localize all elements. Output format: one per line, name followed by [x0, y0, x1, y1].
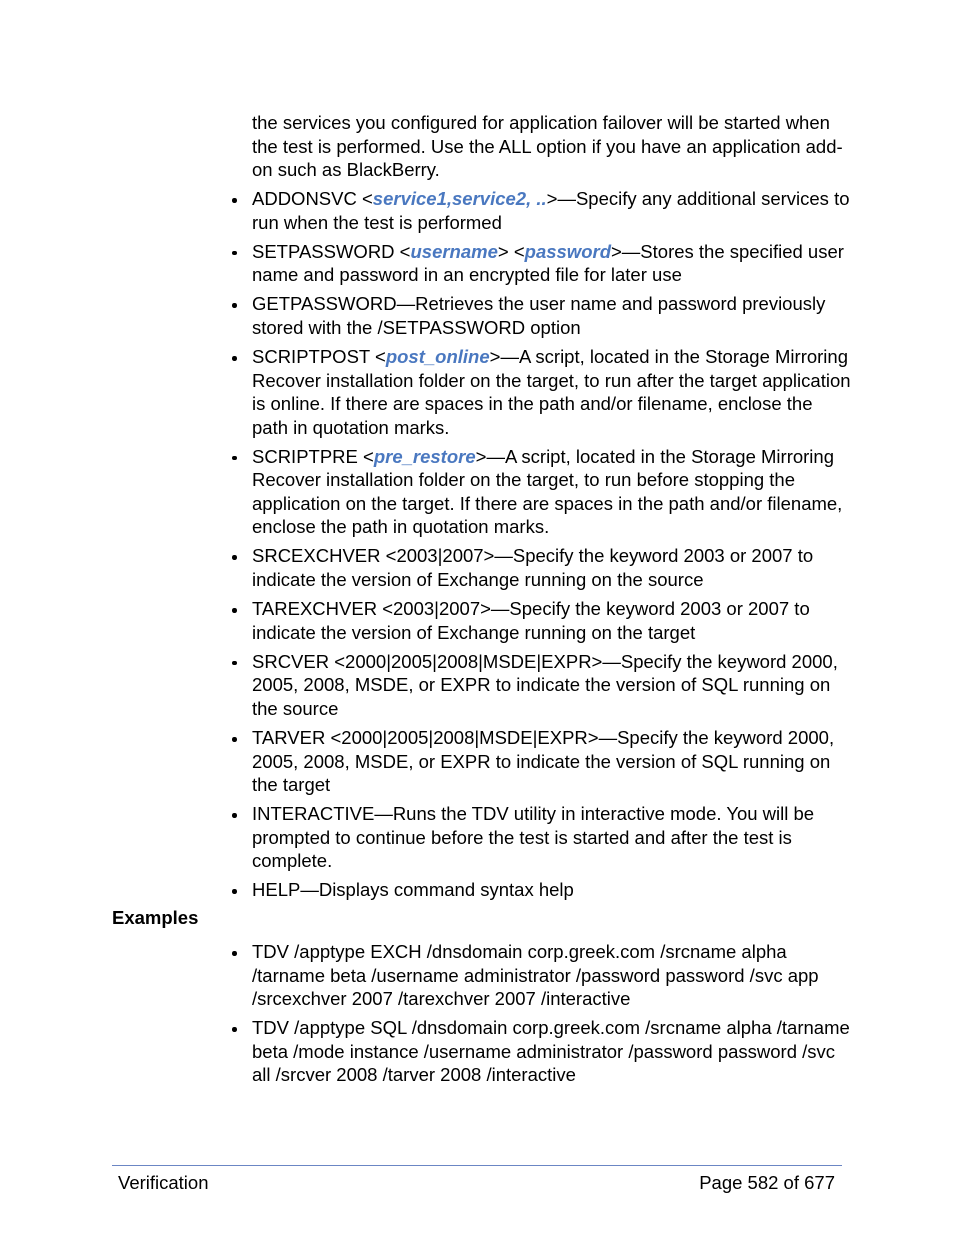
list-item: [232, 544, 852, 591]
option-parameter: username: [410, 240, 498, 262]
list-item: [232, 597, 852, 644]
option-text: TAREXCHVER <2003|2007>—Specify the keyword 2003 or 2007 to indicate the version of Exchange running on the target: [252, 598, 810, 643]
option-parameter: password: [524, 240, 611, 262]
list-item: [232, 650, 852, 721]
list-item: [232, 726, 852, 797]
list-item: [232, 187, 852, 234]
option-text: >—A script, located in the Storage Mirroring Recover installation folder on the target, to run before stopping the application on the target. If there are spaces in the path and/or filename, enclose the path in quotation marks.: [252, 445, 843, 538]
bullet-icon: [232, 356, 237, 361]
option-text: GETPASSWORD—Retrieves the user name and password previously stored with the /SETPASSWORD option: [252, 293, 826, 338]
list-item: [232, 802, 852, 873]
bullet-icon: [232, 251, 237, 256]
bullet-icon: [232, 951, 237, 956]
option-text: > <: [497, 240, 525, 262]
example-text: TDV /apptype EXCH /dnsdomain corp.greek.com /srcname alpha /tarname beta /username administrator /password password /svc app /srcexchver 2007 /tarexchver 2007 /interactive: [252, 941, 819, 1009]
option-parameter: service1,service2, ..: [372, 188, 547, 209]
example-text: TDV /apptype SQL /dnsdomain corp.greek.com /srcname alpha /tarname beta /mode instance /username administrator /password password /svc all /srcver 2008 /tarver 2008 /interactive: [252, 1017, 850, 1086]
option-text: TARVER <2000|2005|2008|MSDE|EXPR>—Specify the keyword 2000, 2005, 2008, MSDE, or EXPR to indicate the version of SQL running on the target: [252, 727, 835, 795]
intro-paragraph: the services you configured for application failover will be started when the test is performed. Use the ALL option if you have an application add-on such as BlackBerry.: [252, 112, 843, 180]
bullet-icon: [232, 608, 237, 613]
footer-section-title: Verification: [118, 1172, 209, 1193]
bullet-icon: [232, 198, 237, 203]
option-text: >—A script, located in the Storage Mirroring Recover installation folder on the target, to run after the target application is online. If there are spaces in the path and/or filename, enclose the path in quotation marks.: [252, 346, 851, 438]
bullet-icon: [232, 737, 237, 742]
bullet-icon: [232, 555, 237, 560]
bullet-icon: [232, 889, 237, 894]
option-text: HELP—Displays command syntax help: [252, 879, 574, 901]
list-item: [232, 292, 852, 339]
option-text: ADDONSVC <: [252, 188, 373, 209]
footer-divider: [112, 1165, 842, 1166]
list-item: [232, 445, 852, 539]
options-list: [232, 187, 852, 908]
bullet-icon: [232, 661, 237, 666]
option-parameter: pre_restore: [373, 445, 476, 467]
option-parameter: post_online: [385, 346, 490, 368]
option-text: >—Specify any additional services to run when the test is performed: [252, 188, 850, 233]
bullet-icon: [232, 303, 237, 308]
bullet-icon: [232, 456, 237, 461]
option-text: SETPASSWORD <: [252, 240, 411, 262]
option-text: >—Stores the specified user name and password in an encrypted file for later use: [252, 240, 844, 286]
page-number: Page 582 of 677: [699, 1172, 835, 1193]
option-text: INTERACTIVE—Runs the TDV utility in interactive mode. You will be prompted to continue before the test is started and after the test is complete.: [252, 803, 815, 872]
list-item: [232, 345, 852, 439]
bullet-icon: [232, 813, 237, 818]
list-item: [232, 240, 852, 287]
bullet-icon: [232, 1027, 237, 1032]
examples-list: [232, 940, 852, 1092]
examples-heading: Examples: [112, 907, 199, 928]
option-text: SCRIPTPRE <: [252, 445, 374, 467]
option-text: SCRIPTPOST <: [252, 346, 386, 368]
list-item: [232, 1016, 852, 1087]
list-item: [232, 940, 852, 1011]
option-text: SRCVER <2000|2005|2008|MSDE|EXPR>—Specify the keyword 2000, 2005, 2008, MSDE, or EXPR to indicate the version of SQL running on the source: [252, 650, 838, 719]
list-item: [232, 878, 852, 902]
option-text: SRCEXCHVER <2003|2007>—Specify the keyword 2003 or 2007 to indicate the version of Exchange running on the source: [252, 545, 814, 590]
